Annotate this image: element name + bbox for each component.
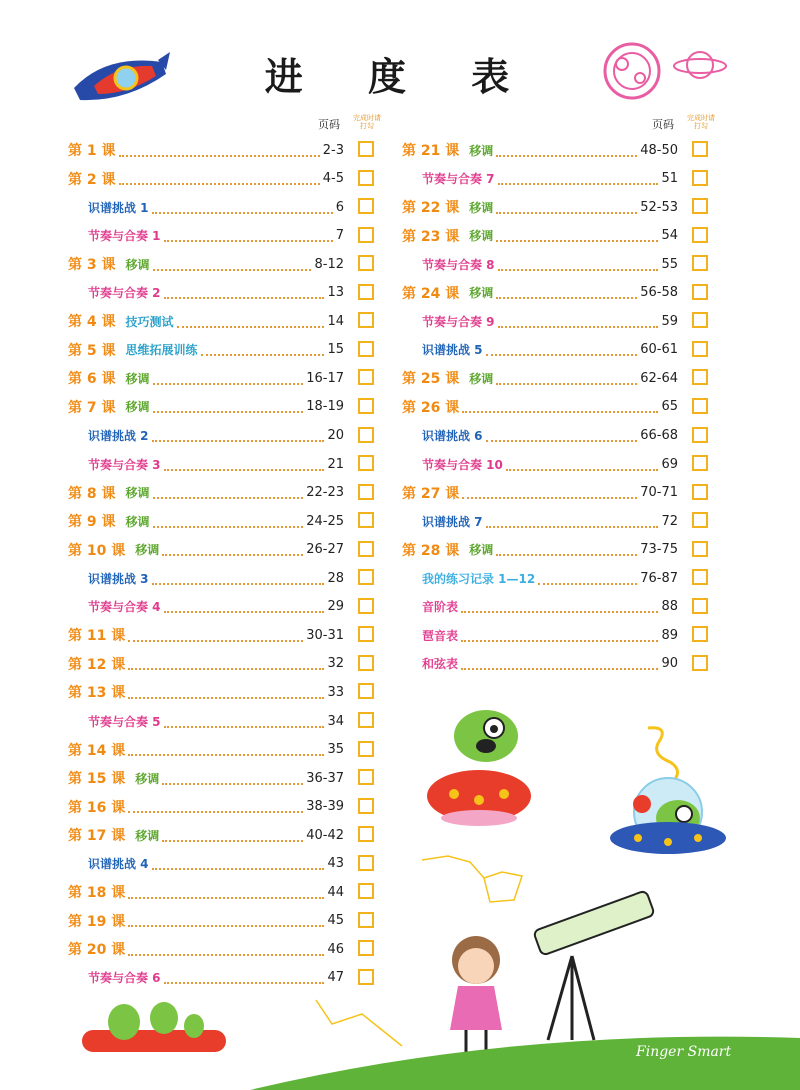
alien-ufo-icon xyxy=(424,702,534,834)
row-page-number: 38-39 xyxy=(306,799,344,815)
completion-checkbox[interactable] xyxy=(358,541,374,557)
row-page-number: 33 xyxy=(327,684,344,700)
progress-row xyxy=(68,937,344,961)
row-sublabel: 移调 xyxy=(125,486,150,501)
dot-leader xyxy=(496,372,637,385)
row-sublabel: 移调 xyxy=(469,143,494,158)
completion-checkbox[interactable] xyxy=(358,940,374,956)
row-page-number: 4-5 xyxy=(322,171,344,187)
row-label: 第 14 课 xyxy=(68,742,126,759)
row-sublabel: 移调 xyxy=(469,371,494,386)
row-page-number: 6 xyxy=(335,199,344,215)
row-page-number: 32 xyxy=(327,656,344,672)
row-page-number: 51 xyxy=(661,171,678,187)
completion-checkbox[interactable] xyxy=(692,312,708,328)
dot-leader xyxy=(498,258,659,271)
dot-leader xyxy=(164,458,325,471)
completion-checkbox[interactable] xyxy=(358,683,374,699)
dot-leader xyxy=(201,343,325,356)
row-label: 节奏与合奏 5 xyxy=(88,714,161,729)
dot-leader xyxy=(496,229,658,242)
dot-leader xyxy=(128,914,324,927)
progress-row xyxy=(402,138,678,162)
dot-leader xyxy=(128,657,324,670)
row-label: 第 18 课 xyxy=(68,885,126,902)
completion-checkbox[interactable] xyxy=(358,598,374,614)
row-page-number: 16-17 xyxy=(306,370,344,386)
progress-row xyxy=(88,281,344,305)
row-page-number: 14 xyxy=(327,313,344,329)
row-sublabel: 移调 xyxy=(135,543,160,558)
left-check-header: 完成时请打勾 xyxy=(353,114,381,130)
dot-leader xyxy=(486,429,638,442)
progress-row xyxy=(68,623,344,647)
row-label: 第 26 课 xyxy=(402,399,460,416)
dot-leader xyxy=(153,486,304,499)
row-label: 识谱挑战 7 xyxy=(422,514,483,529)
progress-row xyxy=(88,224,344,248)
row-page-number: 34 xyxy=(327,713,344,729)
completion-checkbox[interactable] xyxy=(358,398,374,414)
row-label: 节奏与合奏 2 xyxy=(88,286,161,301)
completion-checkbox[interactable] xyxy=(692,569,708,585)
dot-leader xyxy=(162,543,303,556)
progress-row xyxy=(422,595,678,619)
row-label: 第 19 课 xyxy=(68,913,126,930)
progress-row xyxy=(402,538,678,562)
row-page-number: 13 xyxy=(327,285,344,301)
row-label: 第 25 课 xyxy=(402,371,460,388)
row-label: 节奏与合奏 7 xyxy=(422,172,495,187)
dot-leader xyxy=(462,486,637,499)
completion-checkbox[interactable] xyxy=(358,769,374,785)
completion-checkbox[interactable] xyxy=(358,341,374,357)
completion-checkbox[interactable] xyxy=(692,284,708,300)
completion-checkbox[interactable] xyxy=(692,484,708,500)
dot-leader xyxy=(164,715,325,728)
progress-row xyxy=(68,309,344,333)
row-label: 第 28 课 xyxy=(402,542,460,559)
row-label: 识谱挑战 5 xyxy=(422,343,483,358)
dot-leader xyxy=(177,315,325,328)
completion-checkbox[interactable] xyxy=(358,255,374,271)
dot-leader xyxy=(164,600,325,613)
completion-checkbox[interactable] xyxy=(692,141,708,157)
row-label: 第 27 课 xyxy=(402,485,460,502)
completion-checkbox[interactable] xyxy=(358,484,374,500)
dot-leader xyxy=(153,372,304,385)
row-sublabel: 移调 xyxy=(135,771,160,786)
row-sublabel: 移调 xyxy=(469,200,494,215)
progress-row xyxy=(68,652,344,676)
row-page-number: 35 xyxy=(327,742,344,758)
dot-leader xyxy=(461,657,658,670)
dot-leader xyxy=(119,144,320,157)
progress-row xyxy=(68,509,344,533)
row-label: 第 17 课 xyxy=(68,828,126,845)
progress-row xyxy=(422,252,678,276)
right-page-header: 页码 xyxy=(652,118,674,131)
progress-row xyxy=(68,823,344,847)
progress-row xyxy=(68,880,344,904)
completion-checkbox[interactable] xyxy=(358,284,374,300)
row-page-number: 56-58 xyxy=(640,285,678,301)
row-label: 第 20 课 xyxy=(68,942,126,959)
progress-row xyxy=(68,138,344,162)
row-label: 我的练习记录 1—12 xyxy=(422,571,536,586)
row-page-number: 90 xyxy=(661,656,678,672)
progress-row xyxy=(422,452,678,476)
progress-row xyxy=(422,167,678,191)
page-title: 进 度 表 xyxy=(264,55,536,99)
completion-checkbox[interactable] xyxy=(692,341,708,357)
row-page-number: 21 xyxy=(327,456,344,472)
dot-leader xyxy=(498,172,659,185)
row-sublabel: 思维拓展训练 xyxy=(125,343,198,358)
progress-row xyxy=(68,766,344,790)
progress-row xyxy=(68,395,344,419)
completion-checkbox[interactable] xyxy=(358,455,374,471)
completion-checkbox[interactable] xyxy=(692,398,708,414)
row-sublabel: 移调 xyxy=(125,257,150,272)
row-page-number: 89 xyxy=(661,627,678,643)
progress-row xyxy=(68,167,344,191)
dot-leader xyxy=(496,144,637,157)
completion-checkbox[interactable] xyxy=(358,369,374,385)
progress-row xyxy=(88,595,344,619)
dot-leader xyxy=(128,743,324,756)
row-sublabel: 移调 xyxy=(469,229,494,244)
row-sublabel: 移调 xyxy=(469,286,494,301)
completion-checkbox[interactable] xyxy=(692,198,708,214)
row-page-number: 76-87 xyxy=(640,570,678,586)
row-page-number: 88 xyxy=(661,599,678,615)
dot-leader xyxy=(496,286,637,299)
dot-leader xyxy=(486,343,638,356)
dot-leader xyxy=(128,800,303,813)
completion-checkbox[interactable] xyxy=(358,569,374,585)
completion-checkbox[interactable] xyxy=(692,369,708,385)
completion-checkbox[interactable] xyxy=(358,798,374,814)
completion-checkbox[interactable] xyxy=(692,455,708,471)
row-label: 节奏与合奏 10 xyxy=(422,457,503,472)
progress-row xyxy=(88,424,344,448)
progress-row xyxy=(68,538,344,562)
row-label: 识谱挑战 4 xyxy=(88,857,149,872)
progress-row xyxy=(68,366,344,390)
dot-leader xyxy=(119,172,320,185)
dot-leader xyxy=(164,229,333,242)
row-label: 节奏与合奏 9 xyxy=(422,314,495,329)
completion-checkbox[interactable] xyxy=(358,912,374,928)
progress-row xyxy=(402,224,678,248)
progress-row xyxy=(402,195,678,219)
dot-leader xyxy=(498,315,659,328)
row-label: 第 12 课 xyxy=(68,656,126,673)
row-page-number: 40-42 xyxy=(306,827,344,843)
dot-leader xyxy=(162,772,303,785)
completion-checkbox[interactable] xyxy=(692,655,708,671)
row-page-number: 47 xyxy=(327,970,344,986)
completion-checkbox[interactable] xyxy=(692,598,708,614)
row-page-number: 72 xyxy=(661,513,678,529)
progress-row xyxy=(68,252,344,276)
row-page-number: 22-23 xyxy=(306,485,344,501)
completion-checkbox[interactable] xyxy=(358,712,374,728)
row-label: 第 1 课 xyxy=(68,143,116,159)
completion-checkbox[interactable] xyxy=(358,198,374,214)
row-label: 第 5 课 xyxy=(68,342,116,359)
progress-row xyxy=(68,795,344,819)
row-page-number: 54 xyxy=(661,228,678,244)
completion-checkbox[interactable] xyxy=(358,826,374,842)
dot-leader xyxy=(461,600,658,613)
progress-row xyxy=(402,481,678,505)
row-label: 识谱挑战 2 xyxy=(88,429,149,443)
dot-leader xyxy=(486,515,659,528)
progress-row xyxy=(422,338,678,362)
right-check-header: 完成时请打勾 xyxy=(687,114,715,130)
progress-row xyxy=(422,424,678,448)
row-label: 节奏与合奏 8 xyxy=(422,257,495,272)
completion-checkbox[interactable] xyxy=(692,512,708,528)
completion-checkbox[interactable] xyxy=(692,427,708,443)
row-label: 第 7 课 xyxy=(68,399,116,416)
row-label: 第 21 课 xyxy=(402,143,460,159)
completion-checkbox[interactable] xyxy=(358,427,374,443)
completion-checkbox[interactable] xyxy=(692,227,708,243)
row-label: 识谱挑战 1 xyxy=(88,200,149,215)
progress-row xyxy=(68,680,344,704)
completion-checkbox[interactable] xyxy=(358,512,374,528)
row-label: 第 13 课 xyxy=(68,685,126,702)
row-sublabel: 移调 xyxy=(125,400,150,415)
progress-row xyxy=(422,566,678,590)
row-page-number: 62-64 xyxy=(640,370,678,386)
constellation-small-icon xyxy=(312,996,408,1052)
row-label: 第 2 课 xyxy=(68,171,116,188)
completion-checkbox[interactable] xyxy=(358,655,374,671)
row-page-number: 43 xyxy=(327,856,344,872)
dot-leader xyxy=(496,543,637,556)
dot-leader xyxy=(152,572,325,585)
completion-checkbox[interactable] xyxy=(358,741,374,757)
row-page-number: 29 xyxy=(327,599,344,615)
dot-leader xyxy=(461,629,658,642)
row-page-number: 28 xyxy=(327,570,344,586)
row-label: 第 22 课 xyxy=(402,200,460,217)
progress-row xyxy=(88,966,344,990)
row-page-number: 7 xyxy=(335,228,344,244)
progress-row xyxy=(88,709,344,733)
dot-leader xyxy=(153,258,312,271)
row-page-number: 73-75 xyxy=(640,542,678,558)
row-sublabel: 移调 xyxy=(125,371,150,386)
completion-checkbox[interactable] xyxy=(358,227,374,243)
row-page-number: 24-25 xyxy=(306,513,344,529)
progress-row xyxy=(88,852,344,876)
dot-leader xyxy=(162,829,303,842)
completion-checkbox[interactable] xyxy=(692,170,708,186)
row-page-number: 59 xyxy=(661,313,678,329)
row-label: 第 10 课 xyxy=(68,542,126,559)
completion-checkbox[interactable] xyxy=(358,969,374,985)
row-label: 第 6 课 xyxy=(68,371,116,388)
completion-checkbox[interactable] xyxy=(358,141,374,157)
row-page-number: 20 xyxy=(327,428,344,443)
row-sublabel: 移调 xyxy=(125,514,150,529)
progress-row xyxy=(68,909,344,933)
row-page-number: 2-3 xyxy=(322,142,344,158)
ringed-planet-icon xyxy=(672,48,728,82)
row-label: 节奏与合奏 4 xyxy=(88,600,161,615)
completion-checkbox[interactable] xyxy=(358,883,374,899)
dot-leader xyxy=(153,515,304,528)
row-page-number: 52-53 xyxy=(640,199,678,215)
row-page-number: 70-71 xyxy=(640,485,678,501)
dot-leader xyxy=(152,857,325,870)
row-label: 节奏与合奏 3 xyxy=(88,457,161,472)
completion-checkbox[interactable] xyxy=(692,626,708,642)
row-page-number: 26-27 xyxy=(306,542,344,558)
row-label: 音阶表 xyxy=(422,600,459,615)
progress-row xyxy=(422,623,678,647)
row-page-number: 65 xyxy=(661,399,678,415)
progress-row xyxy=(422,652,678,676)
completion-checkbox[interactable] xyxy=(358,170,374,186)
row-page-number: 45 xyxy=(327,913,344,929)
progress-row xyxy=(88,566,344,590)
completion-checkbox[interactable] xyxy=(692,255,708,271)
row-label: 和弦表 xyxy=(422,657,459,672)
row-label: 第 16 课 xyxy=(68,799,126,816)
dot-leader xyxy=(152,429,325,442)
row-page-number: 36-37 xyxy=(306,770,344,786)
dot-leader xyxy=(164,286,325,299)
row-page-number: 15 xyxy=(327,342,344,358)
row-page-number: 46 xyxy=(327,941,344,957)
completion-checkbox[interactable] xyxy=(358,855,374,871)
row-page-number: 60-61 xyxy=(640,342,678,358)
row-label: 第 8 课 xyxy=(68,485,116,502)
ufo-icon xyxy=(608,726,728,866)
row-sublabel: 技巧测试 xyxy=(125,314,174,329)
progress-row xyxy=(68,738,344,762)
green-aliens-icon xyxy=(78,996,230,1056)
planet-icon xyxy=(600,40,664,102)
dot-leader xyxy=(128,943,324,956)
row-label: 识谱挑战 6 xyxy=(422,429,483,443)
left-page-header: 页码 xyxy=(318,118,340,131)
dot-leader xyxy=(496,201,637,214)
rocket-icon xyxy=(66,44,172,106)
row-label: 第 23 课 xyxy=(402,228,460,245)
progress-row xyxy=(68,481,344,505)
dot-leader xyxy=(506,458,659,471)
row-label: 节奏与合奏 6 xyxy=(88,971,161,986)
dot-leader xyxy=(153,400,304,413)
row-label: 第 24 课 xyxy=(402,285,460,302)
row-page-number: 66-68 xyxy=(640,428,678,443)
row-label: 第 11 课 xyxy=(68,628,126,645)
dot-leader xyxy=(128,686,324,699)
dot-leader xyxy=(152,201,333,214)
row-label: 第 9 课 xyxy=(68,514,116,531)
completion-checkbox[interactable] xyxy=(358,626,374,642)
row-page-number: 69 xyxy=(661,456,678,472)
progress-row xyxy=(422,509,678,533)
completion-checkbox[interactable] xyxy=(692,541,708,557)
row-page-number: 8-12 xyxy=(314,256,344,272)
row-page-number: 30-31 xyxy=(306,627,344,643)
row-sublabel: 移调 xyxy=(469,543,494,558)
row-page-number: 44 xyxy=(327,884,344,900)
dot-leader xyxy=(128,629,303,642)
progress-row xyxy=(422,309,678,333)
row-label: 第 3 课 xyxy=(68,257,116,274)
progress-row xyxy=(402,395,678,419)
dot-leader xyxy=(128,886,324,899)
completion-checkbox[interactable] xyxy=(358,312,374,328)
dot-leader xyxy=(462,400,658,413)
row-sublabel: 移调 xyxy=(135,828,160,843)
progress-row xyxy=(68,338,344,362)
row-page-number: 18-19 xyxy=(306,399,344,415)
row-page-number: 55 xyxy=(661,256,678,272)
progress-row xyxy=(402,366,678,390)
row-label: 第 15 课 xyxy=(68,771,126,788)
progress-row xyxy=(88,195,344,219)
brand-logo: Finger Smart xyxy=(636,1044,732,1060)
dot-leader xyxy=(538,572,637,585)
row-page-number: 48-50 xyxy=(640,142,678,158)
dot-leader xyxy=(164,971,325,984)
row-label: 节奏与合奏 1 xyxy=(88,229,161,244)
progress-row xyxy=(88,452,344,476)
row-label: 琶音表 xyxy=(422,628,459,643)
progress-row xyxy=(402,281,678,305)
row-label: 识谱挑战 3 xyxy=(88,571,149,586)
row-label: 第 4 课 xyxy=(68,314,116,331)
